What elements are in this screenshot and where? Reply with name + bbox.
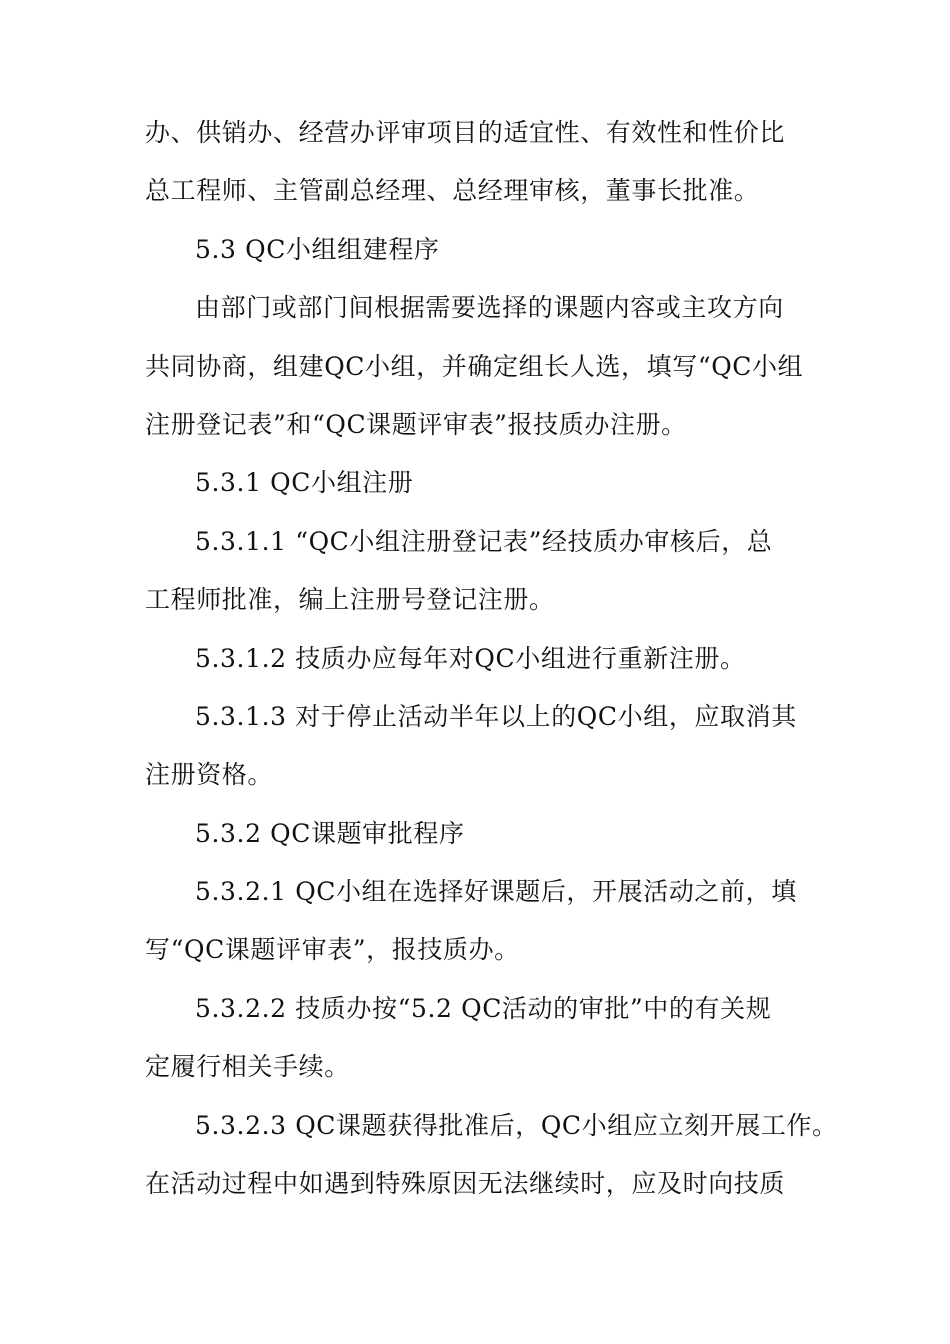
text-line: 办、供销办、经营办评审项目的适宜性、有效性和性价比 [145,118,786,147]
clause-5-3-1-1: 5.3.1.1 “QC小组注册登记表”经技质办审核后，总 [195,526,773,556]
section-heading-5-3-1: 5.3.1 QC小组注册 [195,468,414,498]
text-line: 工程师批准，编上注册号登记注册。 [145,585,555,615]
text-line: 写“QC课题评审表”，报技质办。 [145,935,520,965]
section-heading-5-3-2: 5.3.2 QC课题审批程序 [195,818,465,848]
clause-5-3-2-3: 5.3.2.3 QC课题获得批准后，QC小组应立刻开展工作。 [195,1110,838,1140]
section-heading-5-3: 5.3 QC小组组建程序 [195,234,440,264]
text-line: 在活动过程中如遇到特殊原因无法继续时，应及时向技质 [145,1169,786,1199]
text-line: 定履行相关手续。 [145,1052,350,1082]
text-line: 注册登记表”和“QC课题评审表”报技质办注册。 [145,409,687,439]
document-body [145,113,838,1222]
text-line: 注册资格。 [145,760,274,790]
text-line: 共同协商，组建QC小组，并确定组长人选，填写“QC小组 [145,351,804,381]
text-line: 总工程师、主管副总经理、总经理审核，董事长批准。 [145,176,760,206]
paragraph-start: 由部门或部门间根据需要选择的课题内容或主攻方向 [195,293,784,323]
clause-5-3-2-2: 5.3.2.2 技质办按“5.2 QC活动的审批”中的有关规 [195,993,772,1023]
clause-5-3-1-3: 5.3.1.3 对于停止活动半年以上的QC小组，应取消其 [195,701,797,731]
clause-5-3-1-2: 5.3.1.2 技质办应每年对QC小组进行重新注册。 [195,643,746,673]
clause-5-3-2-1: 5.3.2.1 QC小组在选择好课题后，开展活动之前，填 [195,877,797,907]
